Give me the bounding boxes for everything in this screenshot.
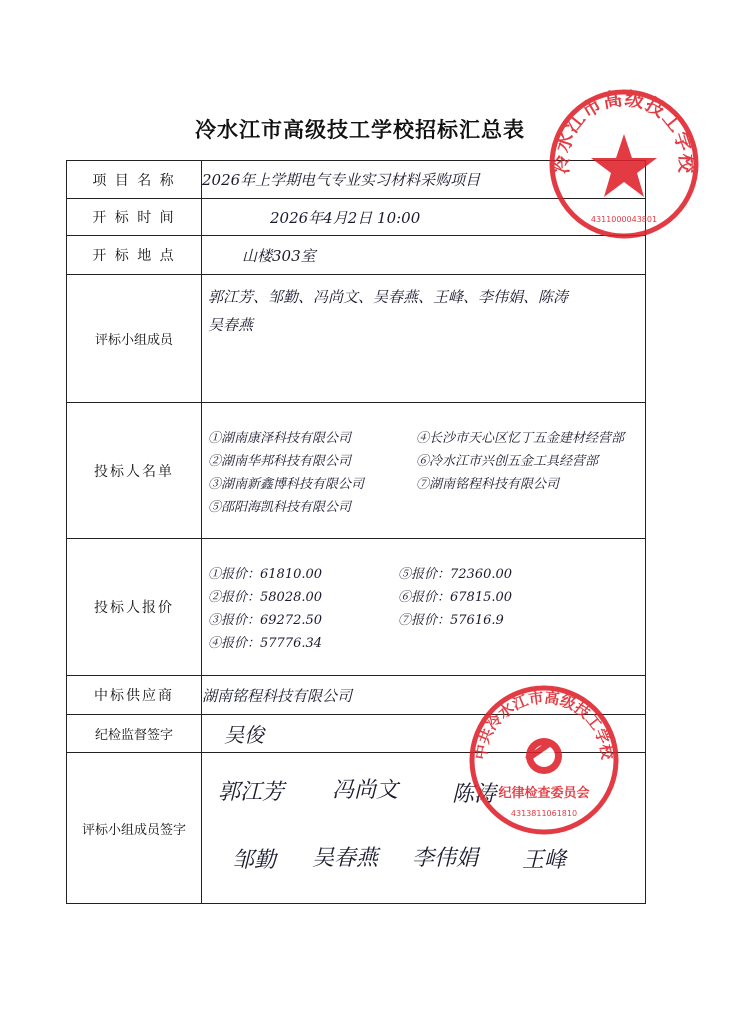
svg-text:中共冷水江市高级技工学校: 中共冷水江市高级技工学校 [471, 688, 617, 761]
signature: 冯尚文 [332, 778, 399, 803]
svg-text:4313811061810: 4313811061810 [510, 809, 578, 818]
bidder-item [416, 496, 646, 515]
document-title: 冷水江市高级技工学校招标汇总表 [195, 118, 525, 142]
value-committee [202, 275, 646, 403]
bidder-item: ⑥冷水江市兴创五金工具经营部 [416, 453, 599, 469]
svg-text:纪律检查委员会: 纪律检查委员会 [498, 786, 590, 801]
label-committee-sign: 评标小组成员签字 [67, 753, 202, 904]
svg-text:冷水江市高级技工学校: 冷水江市高级技工学校 [550, 87, 698, 175]
signature: 吴春燕 [312, 846, 379, 871]
school-seal-stamp [546, 86, 702, 242]
signature: 李伟娟 [412, 846, 479, 871]
value-bidders [202, 403, 646, 539]
bidder-item: ①湖南康泽科技有限公司 [208, 430, 352, 446]
label-committee: 评标小组成员 [67, 275, 202, 403]
open-time-text: 2026年4月2日 10:00 [270, 208, 421, 227]
label-project-name: 项 目 名 称 [67, 161, 202, 199]
label-open-place: 开 标 地 点 [67, 236, 202, 275]
quote-item: ①报价：61810.00 [208, 567, 323, 582]
svg-text:4311000043801: 4311000043801 [590, 215, 658, 224]
label-winner: 中标供应商 [67, 676, 202, 715]
quote-item: ④报价：57776.34 [208, 636, 323, 651]
committee-members [202, 275, 645, 339]
bidder-item: ②湖南华邦科技有限公司 [208, 453, 352, 469]
quote-item: ②报价：58028.00 [208, 590, 323, 605]
supervisor-signature: 吴俊 [224, 723, 264, 747]
quotes-list [204, 557, 645, 657]
label-quotes: 投标人报价 [67, 539, 202, 676]
bidder-item: ⑦湖南铭程科技有限公司 [416, 476, 560, 492]
committee-members-text: 郭江芳、邹勤、冯尚文、吴春燕、王峰、李伟娟、陈涛 [208, 288, 569, 306]
row-bidders [67, 403, 646, 539]
label-open-time: 开 标 时 间 [67, 199, 202, 236]
signature: 王峰 [522, 848, 567, 873]
winner-text: 湖南铭程科技有限公司 [202, 686, 353, 705]
signature: 郭江芳 [218, 780, 285, 805]
bidder-item: ⑤邵阳海凯科技有限公司 [208, 499, 352, 515]
signature: 陈涛 [452, 782, 497, 807]
label-bidders: 投标人名单 [67, 403, 202, 539]
quote-item: ⑥报价：67815.00 [398, 590, 513, 605]
quote-item: ⑤报价：72360.00 [398, 567, 513, 582]
committee-members-extra: 吴春燕 [208, 316, 254, 334]
quote-item: ③报价：69272.50 [208, 613, 323, 628]
project-name-text: 2026年上学期电气专业实习材料采购项目 [202, 171, 481, 189]
row-committee [67, 275, 646, 403]
value-quotes [202, 539, 646, 676]
bidder-item: ③湖南新鑫博科技有限公司 [208, 476, 365, 492]
discipline-committee-seal-stamp [466, 682, 622, 838]
open-place-text: 山楼303室 [242, 246, 316, 265]
quote-item: ⑦报价：57616.9 [398, 613, 504, 628]
bidders-list [204, 421, 645, 521]
quote-item [398, 632, 598, 651]
bidder-item: ④长沙市天心区忆丁五金建材经营部 [416, 430, 625, 446]
row-quotes [67, 539, 646, 676]
label-supervisor-sign: 纪检监督签字 [67, 715, 202, 753]
signature: 邹勤 [232, 848, 277, 873]
